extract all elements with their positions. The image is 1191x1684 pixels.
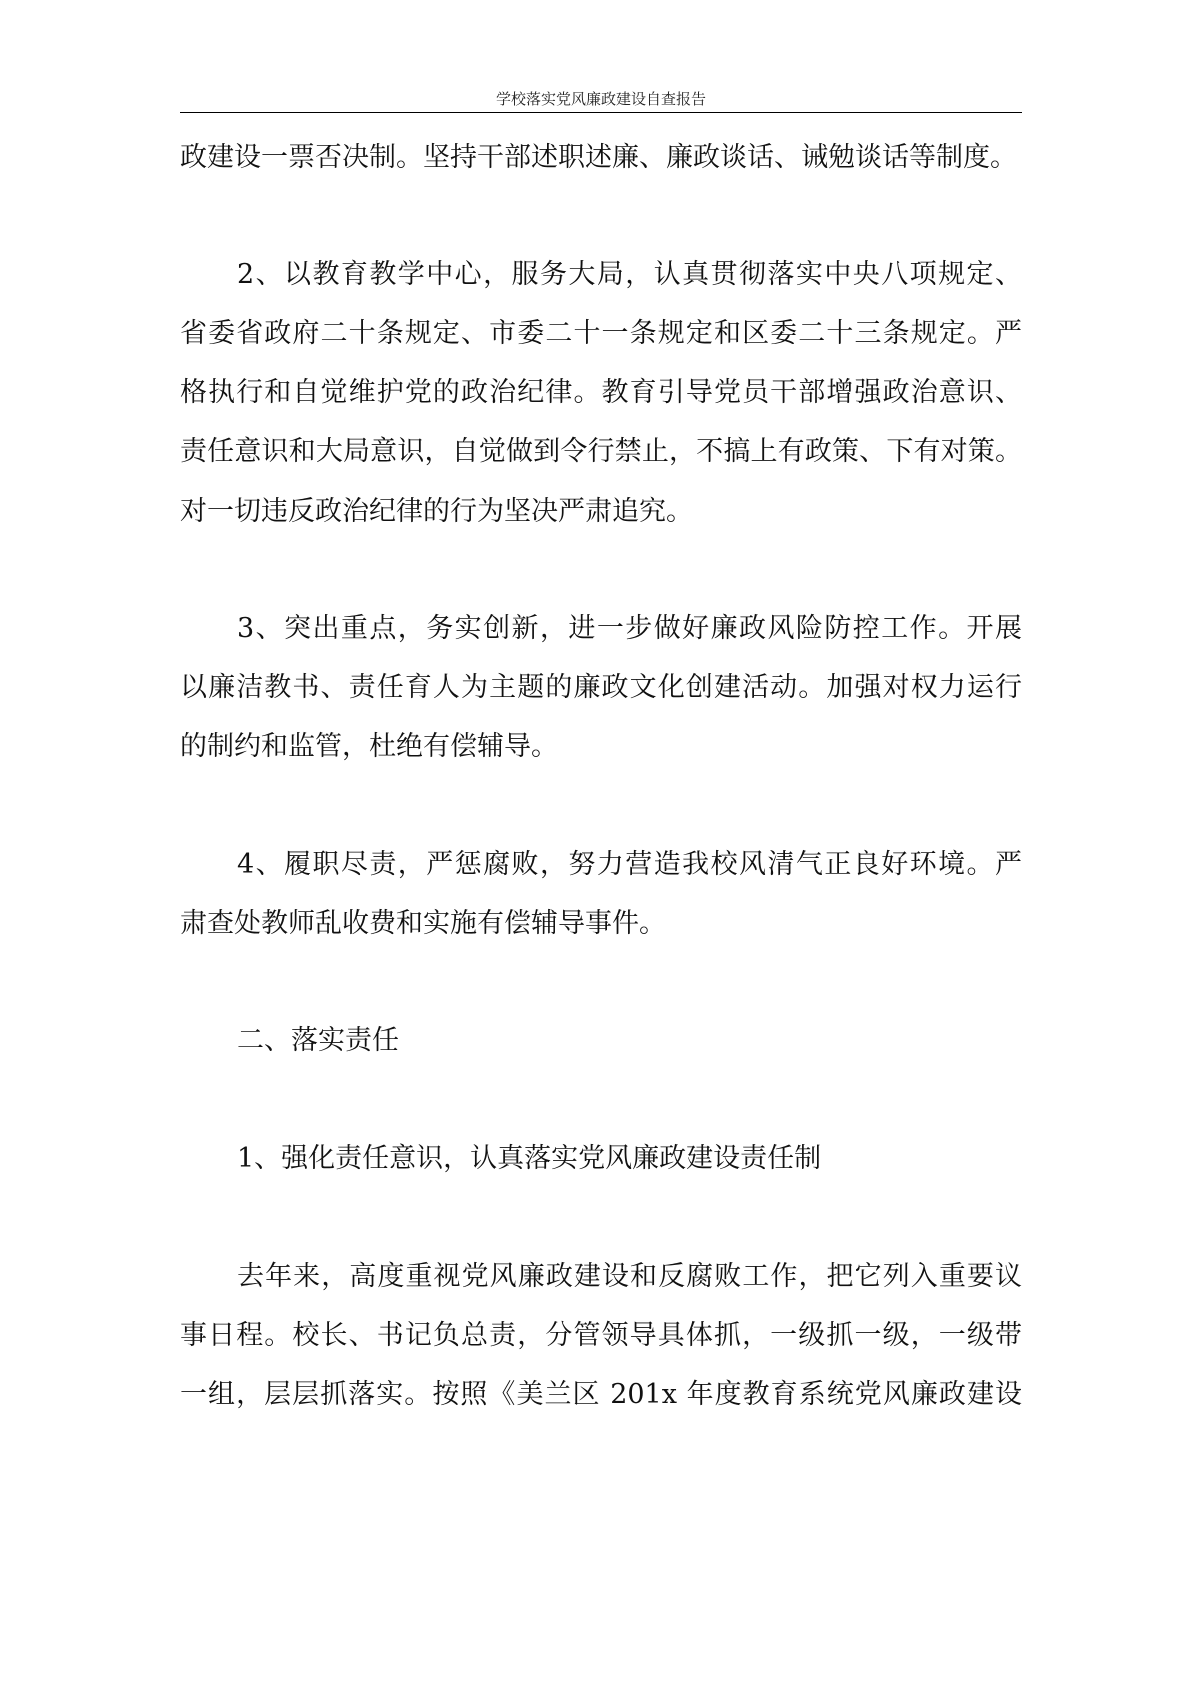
paragraph-line: 3、突出重点，务实创新，进一步做好廉政风险防控工作。开展 xyxy=(237,613,1022,644)
paragraph-line: 肃查处教师乱收费和实施有偿辅导事件。 xyxy=(180,908,666,939)
subsection-heading: 1、强化责任意识，认真落实党风廉政建设责任制 xyxy=(237,1143,822,1174)
paragraph-line: 政建设一票否决制。坚持干部述职述廉、廉政谈话、诫勉谈话等制度。 xyxy=(180,142,1017,173)
paragraph-line: 2、以教育教学中心，服务大局，认真贯彻落实中央八项规定、 xyxy=(237,259,1022,290)
header-divider xyxy=(180,112,1022,113)
paragraph-line: 4、履职尽责，严惩腐败，努力营造我校风清气正良好环境。严 xyxy=(237,849,1022,880)
paragraph-line: 以廉洁教书、责任育人为主题的廉政文化创建活动。加强对权力运行 xyxy=(180,672,1022,703)
paragraph-line: 省委省政府二十条规定、市委二十一条规定和区委二十三条规定。严 xyxy=(180,318,1022,349)
paragraph-line: 去年来，高度重视党风廉政建设和反腐败工作，把它列入重要议 xyxy=(237,1261,1022,1292)
page-header-title: 学校落实党风廉政建设自查报告 xyxy=(495,90,706,108)
paragraph-line: 对一切违反政治纪律的行为坚决严肃追究。 xyxy=(180,496,693,527)
paragraph-line: 事日程。校长、书记负总责，分管领导具体抓，一级抓一级，一级带 xyxy=(180,1320,1022,1351)
paragraph-line: 一组，层层抓落实。按照《美兰区 201x 年度教育系统党风廉政建设 xyxy=(180,1379,1022,1410)
section-heading: 二、落实责任 xyxy=(237,1025,399,1056)
paragraph-line: 的制约和监管，杜绝有偿辅导。 xyxy=(180,731,558,762)
paragraph-line: 格执行和自觉维护党的政治纪律。教育引导党员干部增强政治意识、 xyxy=(180,377,1022,408)
paragraph-line: 责任意识和大局意识，自觉做到令行禁止，不搞上有政策、下有对策。 xyxy=(180,436,1022,467)
